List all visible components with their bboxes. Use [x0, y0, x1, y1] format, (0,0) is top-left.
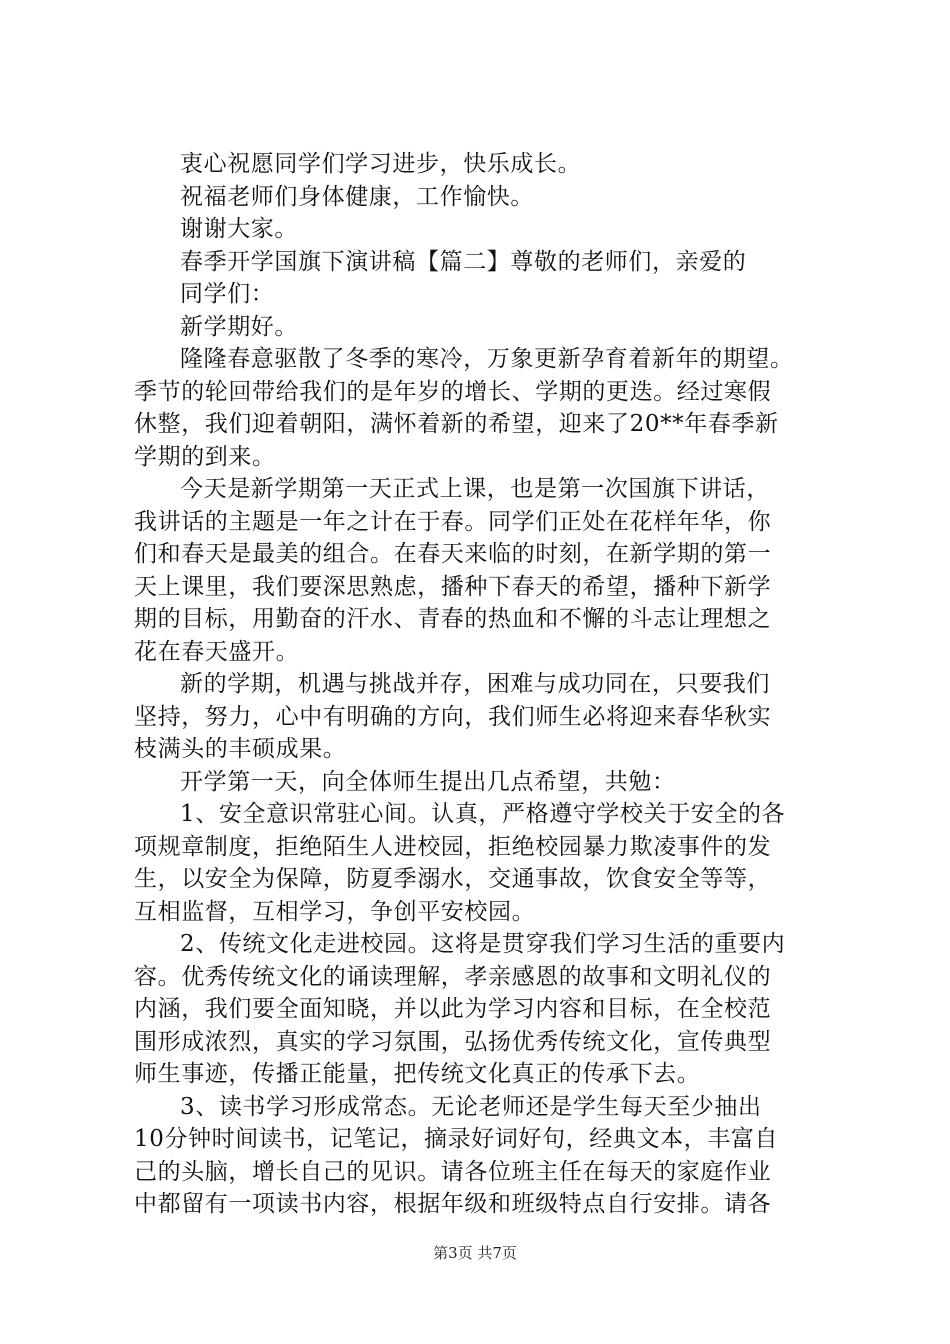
text-line: 3、读书学习形成常态。无论老师还是学生每天至少抽出	[180, 1093, 762, 1120]
text-line: 生，以安全为保障，防夏季溺水，交通事故，饮食安全等等，	[134, 866, 772, 892]
text-line: 开学第一天，向全体师生提出几点希望，共勉：	[180, 768, 676, 795]
text-line: 互相监督，互相学习，争创平安校园。	[134, 898, 536, 925]
text-line: 期的目标，用勤奋的汗水、青春的热血和不懈的斗志让理想之	[134, 606, 772, 632]
text-line: 1、安全意识常驻心间。认真，严格遵守学校关于安全的各	[180, 801, 786, 827]
text-line: 我讲话的主题是一年之计在于春。同学们正处在花样年华，你	[134, 508, 772, 535]
document-body	[134, 148, 834, 1221]
text-line: 10分钟时间读书，记笔记，摘录好词好句，经典文本，丰富自	[134, 1126, 779, 1152]
text-line: 休整，我们迎着朝阳，满怀着新的希望，迎来了20**年春季新	[134, 411, 779, 437]
text-line: 容。优秀传统文化的诵读理解，孝亲感恩的故事和文明礼仪的	[134, 963, 772, 990]
text-line: 今天是新学期第一天正式上课，也是第一次国旗下讲话，	[180, 476, 770, 502]
text-line: 坚持，努力，心中有明确的方向，我们师生必将迎来春华秋实	[134, 703, 772, 730]
page-footer: 第3页 共7页	[433, 1244, 517, 1262]
text-line: 新学期好。	[180, 313, 298, 340]
text-line: 中都留有一项读书内容，根据年级和班级特点自行安排。请各	[134, 1191, 772, 1217]
text-line: 春季开学国旗下演讲稿【篇二】尊敬的老师们，亲爱的	[180, 248, 747, 275]
text-line: 隆隆春意驱散了冬季的寒冷，万象更新孕育着新年的期望。	[180, 346, 794, 372]
text-line: 们和春天是最美的组合。在春天来临的时刻，在新学期的第一	[134, 541, 772, 567]
text-line: 天上课里，我们要深思熟虑，播种下春天的希望，播种下新学	[134, 573, 772, 600]
text-line: 衷心祝愿同学们学习进步，快乐成长。	[180, 151, 582, 177]
text-line: 同学们：	[180, 281, 275, 307]
text-line: 祝福老师们身体健康，工作愉快。	[180, 183, 534, 210]
text-line: 项规章制度，拒绝陌生人进校园，拒绝校园暴力欺凌事件的发	[134, 833, 772, 860]
text-line: 师生事迹，传播正能量，把传统文化真正的传承下去。	[134, 1061, 701, 1087]
text-line: 花在春天盛开。	[134, 638, 300, 665]
text-line: 围形成浓烈，真实的学习氛围，弘扬优秀传统文化，宣传典型	[134, 1028, 772, 1055]
text-line: 己的头脑，增长自己的见识。请各位班主任在每天的家庭作业	[134, 1158, 772, 1185]
text-line: 内涵，我们要全面知晓，并以此为学习内容和目标，在全校范	[134, 996, 772, 1022]
text-line: 新的学期，机遇与挑战并存，困难与成功同在，只要我们	[180, 671, 770, 697]
text-line: 2、传统文化走进校园。这将是贯穿我们学习生活的重要内	[180, 931, 786, 957]
text-line: 谢谢大家。	[180, 216, 298, 242]
text-line: 枝满头的丰硕成果。	[134, 736, 347, 762]
text-line: 季节的轮回带给我们的是年岁的增长、学期的更迭。经过寒假	[134, 378, 772, 405]
text-line: 学期的到来。	[134, 443, 276, 470]
